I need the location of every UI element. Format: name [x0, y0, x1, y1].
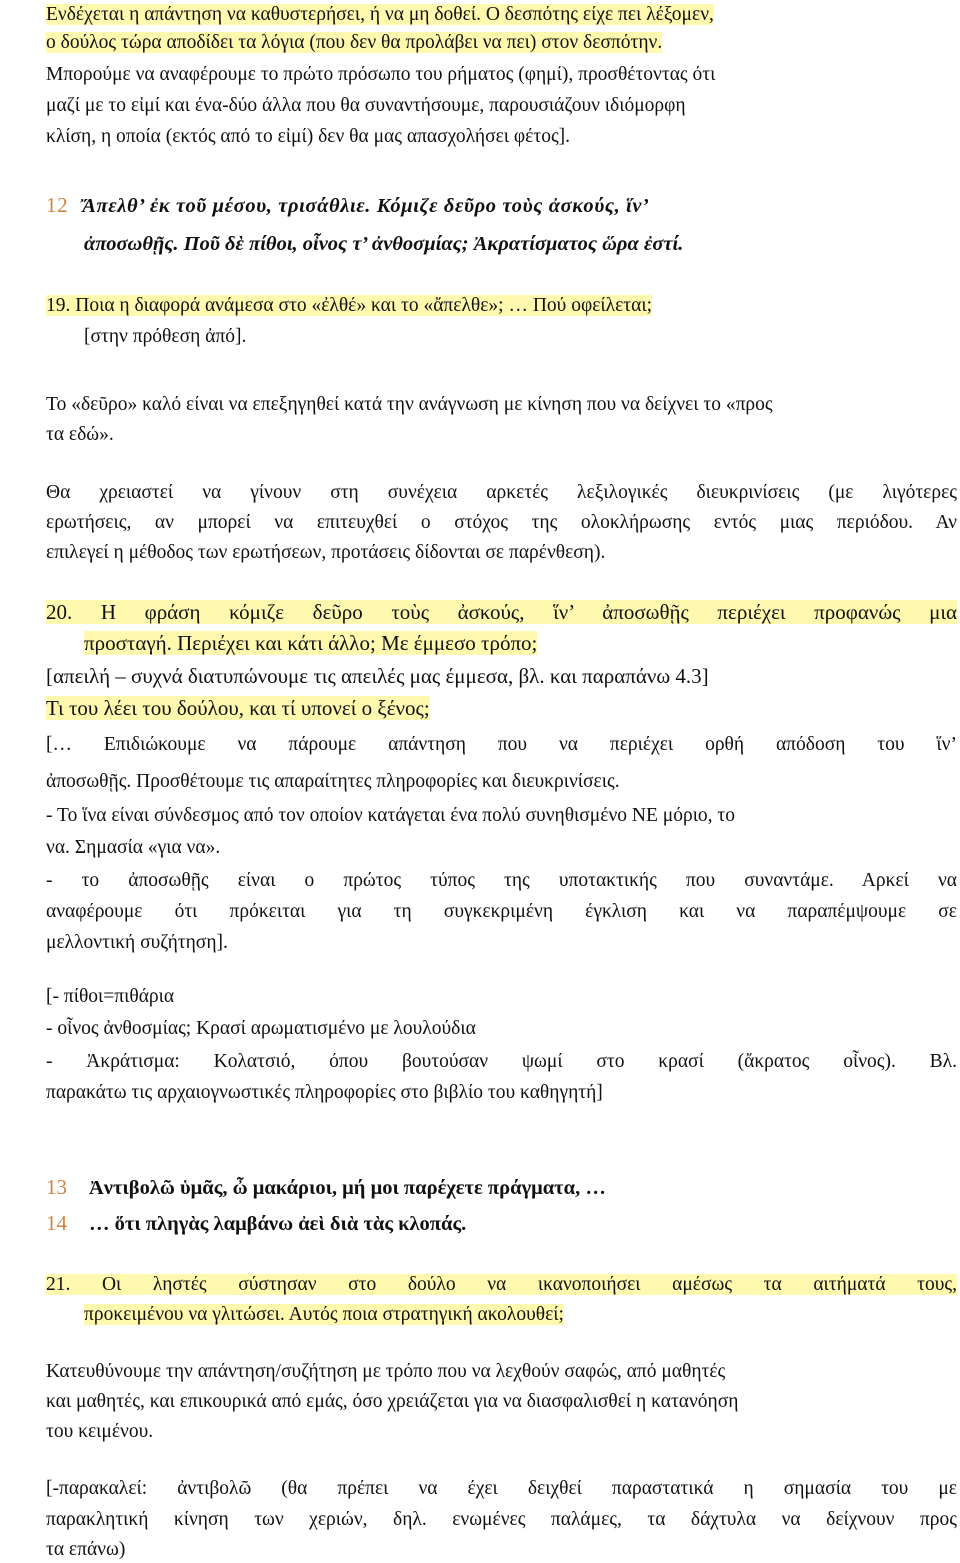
- line-text: ο δούλος τώρα αποδίδει τα λόγια (που δεν θα προλάβει να πει) στον δεσπότην.: [46, 32, 663, 53]
- ancient-greek-verse: ἀποσωθῇς. Ποῦ δὲ πίθοι, οἶνος τ’ ἀνθοσμίας; Ἀκρατίσματος ὥρα ἐστί.: [84, 233, 684, 255]
- line-text: κλίση, η οποία (εκτός από το εἰμί) δεν θα μας απασχολήσει φέτος].: [46, 126, 571, 147]
- text-line: [84, 230, 683, 257]
- text-line: [46, 1476, 957, 1502]
- text-line: [46, 899, 957, 925]
- line-text: παρακλητική κίνηση των χεριών, δηλ. ενωμένες παλάμες, τα δάχτυλα να δείχνουν προς: [46, 1509, 957, 1530]
- text-line: [46, 1210, 466, 1237]
- line-text: προσταγή. Περιέχει και κάτι άλλο; Με έμμεσο τρόπο;: [84, 631, 538, 655]
- text-line: [46, 984, 174, 1010]
- text-line: [46, 695, 430, 721]
- line-text: Μπορούμε να αναφέρουμε το πρώτο πρόσωπο του ρήματος (φημί), προσθέτοντας ότι: [46, 64, 716, 85]
- text-line: [46, 868, 957, 894]
- ancient-greek-verse: Ἄπελθ’ ἐκ τοῦ μέσου, τρισάθλιε. Κόμιζε δεῦρο τοὺς ἀσκούς, ἵν’: [82, 195, 650, 217]
- text-line: [46, 30, 662, 56]
- text-line: [46, 732, 957, 758]
- line-text: 20. Η φράση κόμιζε δεῦρο τοὺς ἀσκούς, ἵν’ ἀποσωθῇς περιέχει προφανώς μια: [46, 600, 957, 624]
- line-text: 19. Ποια η διαφορά ανάμεσα στο «ἐλθέ» και το «ἄπελθε»; … Πού οφείλεται;: [46, 295, 653, 316]
- ancient-greek-verse: … ὅτι πληγὰς λαμβάνω ἀεὶ διὰ τὰς κλοπάς.: [89, 1213, 467, 1235]
- line-text: Θα χρειαστεί να γίνουν στη συνέχεια αρκετές λεξιλογικές διευκρινίσεις (με λιγότερες: [46, 482, 957, 503]
- text-line: [46, 1419, 153, 1445]
- line-text: [-παρακαλεί: ἀντιβολῶ (θα πρέπει να έχει δειχθεί παραστατικά η σημασία του με: [46, 1478, 957, 1499]
- text-line: [46, 803, 735, 829]
- text-line: [46, 480, 957, 506]
- text-line: [46, 2, 714, 28]
- text-line: [46, 1507, 957, 1533]
- line-text: προκειμένου να γλιτώσει. Αυτός ποια στρατηγική ακολουθεί;: [84, 1304, 564, 1325]
- text-line: [84, 1302, 564, 1328]
- line-text: ερωτήσεις, αν μπορεί να επιτευχθεί ο στόχος της ολοκλήρωσης εντός μιας περιόδου. Αν: [46, 512, 957, 533]
- text-line: [46, 510, 957, 536]
- text-line: [46, 1174, 606, 1201]
- line-text: - Ἀκράτισμα: Κολατσιό, όπου βουτούσαν ψωμί στο κρασί (ἄκρατος οἶνος). Βλ.: [46, 1051, 957, 1072]
- line-text: ἀποσωθῇς. Προσθέτουμε τις απαραίτητες πληροφορίες και διευκρινίσεις.: [46, 771, 620, 792]
- text-line: [46, 663, 709, 689]
- line-text: μελλοντική συζήτηση].: [46, 932, 228, 953]
- text-line: [46, 1537, 125, 1563]
- text-line: [46, 293, 652, 319]
- text-line: [46, 769, 620, 795]
- text-line: [46, 599, 957, 625]
- line-text: επιλεγεί η μέθοδος των ερωτήσεων, προτάσεις δίδονται σε παρένθεση).: [46, 542, 606, 563]
- line-text: παρακάτω τις αρχαιογνωστικές πληροφορίες στο βιβλίο του καθηγητή]: [46, 1082, 603, 1103]
- text-line: [46, 1016, 476, 1042]
- line-text: - Το ἵνα είναι σύνδεσμος από τον οποίον κατάγεται ένα πολύ συνηθισμένο ΝΕ μόριο, το: [46, 805, 736, 826]
- line-text: [στην πρόθεση ἀπό].: [84, 326, 247, 347]
- text-line: [46, 835, 220, 861]
- line-text: 21. Οι ληστές σύστησαν στο δούλο να ικανοποιήσει αμέσως τα αιτήματά τους,: [46, 1274, 957, 1295]
- text-line: [84, 630, 537, 656]
- line-text: αναφέρουμε ότι πρόκειται για τη συγκεκριμένη έγκλιση και να παραπέμψουμε σε: [46, 901, 957, 922]
- line-text: Τι του λέει του δούλου, και τί υπονεί ο ξένος;: [46, 696, 430, 720]
- text-line: [46, 1049, 957, 1075]
- verse-number: 13: [46, 1175, 67, 1199]
- text-line: [84, 324, 246, 350]
- line-text: [- πίθοι=πιθάρια: [46, 986, 175, 1007]
- text-line: [46, 392, 773, 418]
- text-line: [46, 1272, 957, 1298]
- text-line: [46, 62, 715, 88]
- text-line: [46, 930, 228, 956]
- line-text: τα επάνω): [46, 1539, 126, 1560]
- line-text: και μαθητές, και επικουρικά από εμάς, όσο χρειάζεται για να διασφαλισθεί η κατανόηση: [46, 1391, 739, 1412]
- line-text: Κατευθύνουμε την απάντηση/συζήτηση με τρόπο που να λεχθούν σαφώς, από μαθητές: [46, 1361, 726, 1382]
- line-text: [απειλή – συχνά διατυπώνουμε τις απειλές μας έμμεσα, βλ. και παραπάνω 4.3]: [46, 664, 709, 688]
- text-line: [46, 1359, 725, 1385]
- text-line: [46, 124, 570, 150]
- line-text: - το ἀποσωθῇς είναι ο πρώτος τύπος της υποτακτικής που συναντάμε. Αρκεί να: [46, 870, 957, 891]
- text-line: [46, 1080, 603, 1106]
- verse-number: 14: [46, 1211, 67, 1235]
- line-text: [… Επιδιώκουμε να πάρουμε απάντηση που να περιέχει ορθή απόδοση του ἵν’: [46, 734, 957, 755]
- line-text: - οἶνος ἀνθοσμίας; Κρασί αρωματισμένο με λουλούδια: [46, 1018, 476, 1039]
- line-text: Ενδέχεται η απάντηση να καθυστερήσει, ή να μη δοθεί. Ο δεσπότης είχε πει λέξομεν,: [46, 4, 714, 25]
- line-text: Το «δεῦρο» καλό είναι να επεξηγηθεί κατά την ανάγνωση με κίνηση που να δείχνει το «προς: [46, 394, 773, 415]
- text-line: [46, 1389, 738, 1415]
- text-line: [46, 192, 649, 219]
- line-text: τα εδώ».: [46, 424, 114, 445]
- text-line: [46, 93, 686, 119]
- line-text: να. Σημασία «για να».: [46, 837, 221, 858]
- text-line: [46, 540, 605, 566]
- line-text: του κειμένου.: [46, 1421, 154, 1442]
- ancient-greek-verse: Ἀντιβολῶ ὑμᾶς, ὦ μακάριοι, μή μοι παρέχετε πράγματα, …: [89, 1177, 606, 1199]
- text-line: [46, 422, 114, 448]
- line-text: μαζί με το εἰμί και ένα-δύο άλλα που θα συναντήσουμε, παρουσιάζουν ιδιόμορφη: [46, 95, 686, 116]
- verse-number: 12: [46, 193, 69, 217]
